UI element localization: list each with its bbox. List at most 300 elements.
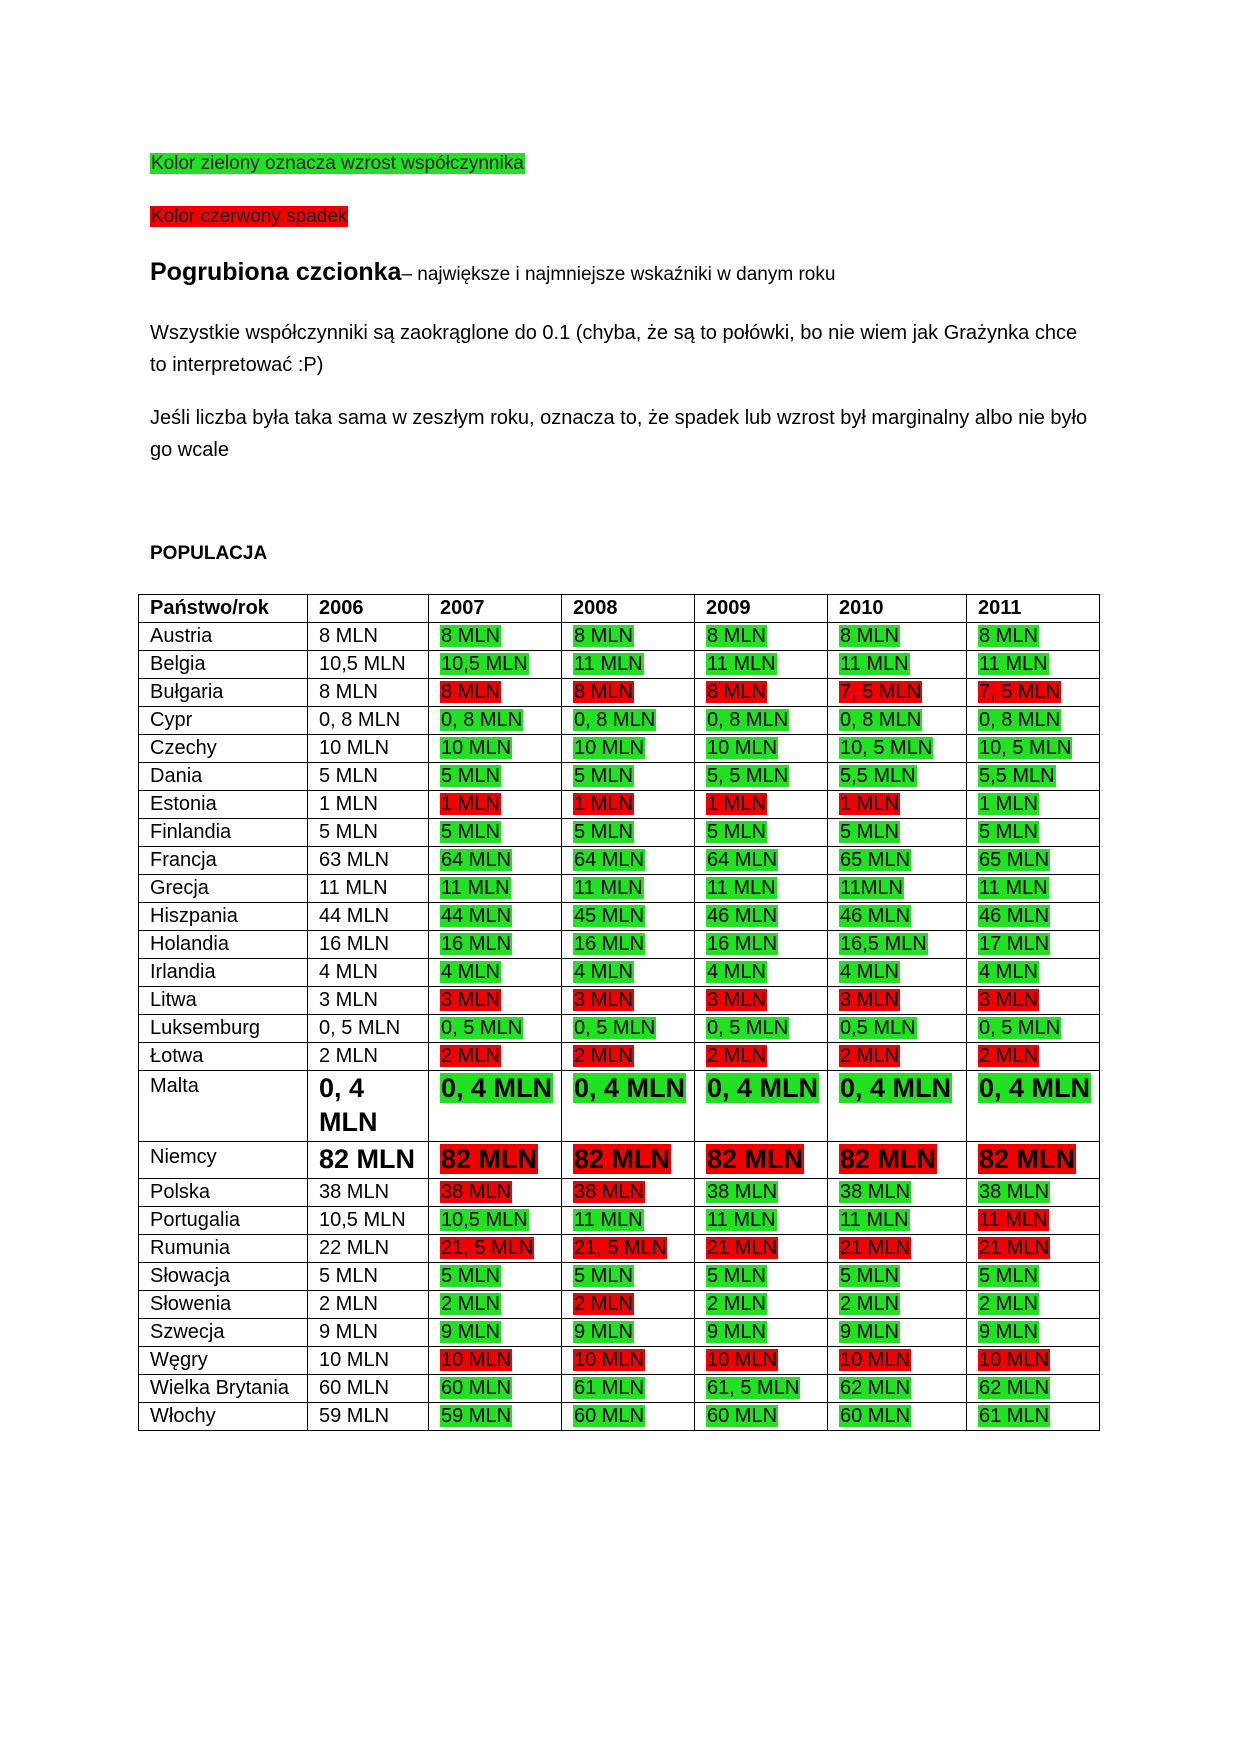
value-cell	[429, 903, 562, 931]
increase-value: 11 MLN	[979, 653, 1048, 675]
base-year-value: 16 MLN	[319, 933, 390, 955]
value-cell	[429, 1403, 562, 1431]
value-cell	[695, 987, 828, 1015]
value-cell	[562, 959, 695, 987]
table-row	[139, 931, 1100, 959]
value-cell	[828, 847, 967, 875]
increase-value: 65 MLN	[979, 849, 1050, 871]
country-cell: Rumunia	[139, 1235, 308, 1263]
country-cell: Malta	[139, 1071, 308, 1142]
country-cell: Estonia	[139, 791, 308, 819]
same-value-paragraph: Jeśli liczba była taka sama w zeszłym roku, oznacza to, że spadek lub wzrost był marginalny albo nie było go wcale	[150, 407, 1088, 461]
table-row	[139, 1142, 1100, 1179]
decrease-value: 3 MLN	[574, 989, 633, 1011]
country-cell: Hiszpania	[139, 903, 308, 931]
value-cell	[828, 1142, 967, 1179]
increase-value: 60 MLN	[707, 1405, 778, 1427]
increase-value: 8 MLN	[441, 625, 500, 647]
increase-value: 0, 5 MLN	[979, 1017, 1061, 1039]
country-cell: Portugalia	[139, 1207, 308, 1235]
increase-value: 10 MLN	[707, 737, 778, 759]
value-cell	[828, 1375, 967, 1403]
increase-value: 11 MLN	[574, 1209, 643, 1231]
increase-value: 10, 5 MLN	[840, 737, 933, 759]
value-cell	[828, 1043, 967, 1071]
value-cell	[695, 1347, 828, 1375]
increase-value: 46 MLN	[979, 905, 1050, 927]
base-year-value: 5 MLN	[319, 1265, 378, 1287]
value-cell	[828, 875, 967, 903]
section-title: POPULACJA	[150, 543, 268, 564]
value-cell	[967, 1319, 1100, 1347]
value-cell	[429, 875, 562, 903]
value-cell	[967, 679, 1100, 707]
value-cell	[967, 1043, 1100, 1071]
increase-value: 0, 4 MLN	[574, 1073, 686, 1103]
base-year-value: 4 MLN	[319, 961, 378, 983]
increase-value: 4 MLN	[574, 961, 633, 983]
increase-value: 0, 8 MLN	[979, 709, 1061, 731]
increase-value: 64 MLN	[707, 849, 778, 871]
increase-value: 0, 5 MLN	[574, 1017, 656, 1039]
base-year-cell	[308, 1375, 429, 1403]
value-cell	[429, 1263, 562, 1291]
increase-value: 5 MLN	[707, 821, 766, 843]
base-year-cell	[308, 791, 429, 819]
value-cell	[429, 959, 562, 987]
base-year-value: 8 MLN	[319, 625, 378, 647]
value-cell	[695, 651, 828, 679]
decrease-value: 1 MLN	[840, 793, 899, 815]
base-year-cell	[308, 763, 429, 791]
value-cell	[967, 1071, 1100, 1142]
value-cell	[967, 931, 1100, 959]
value-cell	[967, 1142, 1100, 1179]
increase-value: 5,5 MLN	[979, 765, 1055, 787]
increase-value: 11 MLN	[840, 1209, 909, 1231]
increase-value: 2 MLN	[979, 1293, 1038, 1315]
base-year-value: 2 MLN	[319, 1293, 378, 1315]
legend-green-text: Kolor zielony oznacza wzrost współczynnika	[151, 153, 524, 174]
increase-value: 8 MLN	[707, 625, 766, 647]
increase-value: 5 MLN	[441, 821, 500, 843]
country-cell: Szwecja	[139, 1319, 308, 1347]
increase-value: 59 MLN	[441, 1405, 512, 1427]
base-year-cell	[308, 1043, 429, 1071]
base-year-value: 22 MLN	[319, 1237, 390, 1259]
increase-value: 0, 4 MLN	[441, 1073, 553, 1103]
country-cell: Węgry	[139, 1347, 308, 1375]
increase-value: 8 MLN	[840, 625, 899, 647]
value-cell	[695, 1263, 828, 1291]
base-year-value: 59 MLN	[319, 1405, 390, 1427]
value-cell	[967, 1015, 1100, 1043]
base-year-value: 44 MLN	[319, 905, 390, 927]
value-cell	[429, 1319, 562, 1347]
increase-value: 61 MLN	[574, 1377, 645, 1399]
base-year-cell	[308, 819, 429, 847]
table-header-cell: 2011	[967, 595, 1100, 623]
base-year-cell	[308, 1319, 429, 1347]
increase-value: 61 MLN	[979, 1405, 1050, 1427]
table-row	[139, 679, 1100, 707]
value-cell	[429, 1347, 562, 1375]
value-cell	[695, 1319, 828, 1347]
value-cell	[828, 791, 967, 819]
country-cell: Dania	[139, 763, 308, 791]
increase-value: 10 MLN	[441, 737, 512, 759]
decrease-value: 82 MLN	[979, 1144, 1076, 1174]
value-cell	[429, 763, 562, 791]
legend-green	[150, 151, 525, 177]
base-year-cell	[308, 679, 429, 707]
decrease-value: 82 MLN	[840, 1144, 937, 1174]
value-cell	[695, 1235, 828, 1263]
value-cell	[967, 1235, 1100, 1263]
increase-value: 9 MLN	[441, 1321, 500, 1343]
increase-value: 5 MLN	[979, 1265, 1038, 1287]
value-cell	[429, 1142, 562, 1179]
value-cell	[828, 763, 967, 791]
table-row	[139, 819, 1100, 847]
table-row	[139, 651, 1100, 679]
value-cell	[429, 791, 562, 819]
country-cell: Wielka Brytania	[139, 1375, 308, 1403]
country-cell: Włochy	[139, 1403, 308, 1431]
rounding-paragraph: Wszystkie współczynniki są zaokrąglone do 0.1 (chyba, że są to połówki, bo nie wiem jak Grażynka chce to interpretować :P)	[150, 322, 1078, 376]
increase-value: 64 MLN	[574, 849, 645, 871]
decrease-value: 3 MLN	[707, 989, 766, 1011]
base-year-cell	[308, 1015, 429, 1043]
value-cell	[967, 959, 1100, 987]
base-year-value: 10 MLN	[319, 1349, 390, 1371]
value-cell	[562, 1263, 695, 1291]
value-cell	[562, 763, 695, 791]
value-cell	[967, 791, 1100, 819]
population-table	[138, 594, 1100, 1431]
table-header-row	[139, 595, 1100, 623]
increase-value: 11 MLN	[840, 653, 909, 675]
decrease-value: 1 MLN	[574, 793, 633, 815]
value-cell	[828, 707, 967, 735]
increase-value: 62 MLN	[840, 1377, 911, 1399]
value-cell	[695, 875, 828, 903]
decrease-value: 21 MLN	[840, 1237, 911, 1259]
base-year-cell	[308, 1235, 429, 1263]
table-row	[139, 1015, 1100, 1043]
table-row	[139, 1319, 1100, 1347]
decrease-value: 82 MLN	[441, 1144, 538, 1174]
decrease-value: 10 MLN	[574, 1349, 645, 1371]
base-year-cell	[308, 1207, 429, 1235]
table-row	[139, 1235, 1100, 1263]
value-cell	[828, 1291, 967, 1319]
increase-value: 5,5 MLN	[840, 765, 916, 787]
value-cell	[967, 875, 1100, 903]
value-cell	[828, 1179, 967, 1207]
decrease-value: 2 MLN	[441, 1045, 500, 1067]
increase-value: 16,5 MLN	[840, 933, 927, 955]
base-year-cell	[308, 1179, 429, 1207]
increase-value: 60 MLN	[441, 1377, 512, 1399]
country-cell: Słowacja	[139, 1263, 308, 1291]
increase-value: 38 MLN	[840, 1181, 911, 1203]
value-cell	[562, 1347, 695, 1375]
value-cell	[967, 987, 1100, 1015]
table-row	[139, 1071, 1100, 1142]
decrease-value: 21 MLN	[979, 1237, 1050, 1259]
table-row	[139, 1403, 1100, 1431]
increase-value: 44 MLN	[441, 905, 512, 927]
value-cell	[562, 1319, 695, 1347]
base-year-value: 0, 5 MLN	[319, 1017, 401, 1039]
increase-value: 5 MLN	[441, 1265, 500, 1287]
value-cell	[562, 819, 695, 847]
increase-value: 9 MLN	[574, 1321, 633, 1343]
increase-value: 4 MLN	[979, 961, 1038, 983]
value-cell	[967, 1347, 1100, 1375]
value-cell	[828, 1263, 967, 1291]
value-cell	[562, 707, 695, 735]
base-year-value: 10 MLN	[319, 737, 390, 759]
table-row	[139, 875, 1100, 903]
decrease-value: 8 MLN	[707, 681, 766, 703]
base-year-cell	[308, 707, 429, 735]
decrease-value: 3 MLN	[441, 989, 500, 1011]
value-cell	[562, 1375, 695, 1403]
increase-value: 4 MLN	[441, 961, 500, 983]
value-cell	[828, 1207, 967, 1235]
decrease-value: 1 MLN	[441, 793, 500, 815]
increase-value: 8 MLN	[574, 625, 633, 647]
increase-value: 5, 5 MLN	[707, 765, 789, 787]
table-row	[139, 735, 1100, 763]
decrease-value: 11 MLN	[979, 1209, 1048, 1231]
base-year-cell	[308, 1403, 429, 1431]
value-cell	[967, 1263, 1100, 1291]
value-cell	[695, 1291, 828, 1319]
value-cell	[562, 1043, 695, 1071]
country-cell: Belgia	[139, 651, 308, 679]
table-row	[139, 1375, 1100, 1403]
value-cell	[562, 875, 695, 903]
value-cell	[562, 1142, 695, 1179]
value-cell	[695, 1207, 828, 1235]
country-cell: Irlandia	[139, 959, 308, 987]
country-cell: Luksemburg	[139, 1015, 308, 1043]
value-cell	[562, 651, 695, 679]
increase-value: 4 MLN	[707, 961, 766, 983]
increase-value: 5 MLN	[840, 821, 899, 843]
increase-value: 64 MLN	[441, 849, 512, 871]
base-year-value: 38 MLN	[319, 1181, 390, 1203]
increase-value: 61, 5 MLN	[707, 1377, 800, 1399]
increase-value: 17 MLN	[979, 933, 1050, 955]
increase-value: 0, 8 MLN	[574, 709, 656, 731]
decrease-value: 2 MLN	[840, 1045, 899, 1067]
value-cell	[695, 1375, 828, 1403]
increase-value: 45 MLN	[574, 905, 645, 927]
value-cell	[828, 623, 967, 651]
base-year-cell	[308, 1071, 429, 1142]
value-cell	[967, 819, 1100, 847]
increase-value: 16 MLN	[441, 933, 512, 955]
increase-value: 9 MLN	[840, 1321, 899, 1343]
value-cell	[967, 903, 1100, 931]
decrease-value: 10 MLN	[707, 1349, 778, 1371]
decrease-value: 7, 5 MLN	[840, 681, 922, 703]
base-year-value: 63 MLN	[319, 849, 390, 871]
decrease-value: 10 MLN	[979, 1349, 1050, 1371]
increase-value: 0, 4 MLN	[707, 1073, 819, 1103]
decrease-value: 2 MLN	[574, 1293, 633, 1315]
country-cell: Grecja	[139, 875, 308, 903]
increase-value: 38 MLN	[979, 1181, 1050, 1203]
value-cell	[828, 987, 967, 1015]
value-cell	[695, 1015, 828, 1043]
value-cell	[828, 959, 967, 987]
value-cell	[695, 623, 828, 651]
decrease-value: 10 MLN	[840, 1349, 911, 1371]
increase-value: 5 MLN	[979, 821, 1038, 843]
increase-value: 60 MLN	[574, 1405, 645, 1427]
increase-value: 16 MLN	[707, 933, 778, 955]
value-cell	[967, 1291, 1100, 1319]
base-year-cell	[308, 931, 429, 959]
increase-value: 0, 5 MLN	[707, 1017, 789, 1039]
country-cell: Francja	[139, 847, 308, 875]
table-header-cell: 2007	[429, 595, 562, 623]
value-cell	[828, 1403, 967, 1431]
value-cell	[828, 1319, 967, 1347]
value-cell	[695, 679, 828, 707]
value-cell	[562, 1179, 695, 1207]
value-cell	[562, 1291, 695, 1319]
country-cell: Bułgaria	[139, 679, 308, 707]
base-year-cell	[308, 651, 429, 679]
value-cell	[429, 1179, 562, 1207]
table-row	[139, 847, 1100, 875]
decrease-value: 10 MLN	[441, 1349, 512, 1371]
value-cell	[429, 623, 562, 651]
increase-value: 1 MLN	[979, 793, 1038, 815]
base-year-value: 10,5 MLN	[319, 1209, 406, 1231]
increase-value: 5 MLN	[840, 1265, 899, 1287]
table-row	[139, 1347, 1100, 1375]
country-cell: Cypr	[139, 707, 308, 735]
base-year-cell	[308, 1263, 429, 1291]
increase-value: 11 MLN	[707, 1209, 776, 1231]
increase-value: 10,5 MLN	[441, 1209, 528, 1231]
value-cell	[828, 1347, 967, 1375]
table-row	[139, 1291, 1100, 1319]
increase-value: 5 MLN	[574, 821, 633, 843]
value-cell	[828, 931, 967, 959]
increase-value: 8 MLN	[979, 625, 1038, 647]
table-header-cell: 2006	[308, 595, 429, 623]
value-cell	[695, 903, 828, 931]
value-cell	[562, 1071, 695, 1142]
country-cell: Czechy	[139, 735, 308, 763]
value-cell	[562, 847, 695, 875]
table-row	[139, 763, 1100, 791]
value-cell	[967, 651, 1100, 679]
base-year-value: 0, 8 MLN	[319, 709, 401, 731]
base-year-value: 60 MLN	[319, 1377, 390, 1399]
bold-note-rest: – największe i najmniejsze wskaźniki w danym roku	[401, 264, 836, 285]
value-cell	[695, 763, 828, 791]
decrease-value: 82 MLN	[707, 1144, 804, 1174]
increase-value: 11 MLN	[979, 877, 1048, 899]
increase-value: 0, 4 MLN	[840, 1073, 952, 1103]
base-year-cell	[308, 847, 429, 875]
value-cell	[562, 987, 695, 1015]
decrease-value: 1 MLN	[707, 793, 766, 815]
value-cell	[695, 1043, 828, 1071]
base-year-cell	[308, 987, 429, 1015]
value-cell	[562, 735, 695, 763]
table-row	[139, 987, 1100, 1015]
legend-red-text: Kolor czerwony spadek	[151, 206, 348, 227]
base-year-value: 3 MLN	[319, 989, 378, 1011]
country-cell: Holandia	[139, 931, 308, 959]
country-cell: Austria	[139, 623, 308, 651]
value-cell	[967, 1207, 1100, 1235]
increase-value: 5 MLN	[574, 1265, 633, 1287]
base-year-cell	[308, 1347, 429, 1375]
decrease-value: 2 MLN	[707, 1045, 766, 1067]
value-cell	[429, 651, 562, 679]
table-row	[139, 959, 1100, 987]
table-row	[139, 1043, 1100, 1071]
increase-value: 2 MLN	[707, 1293, 766, 1315]
increase-value: 0,5 MLN	[840, 1017, 916, 1039]
value-cell	[695, 707, 828, 735]
increase-value: 5 MLN	[574, 765, 633, 787]
decrease-value: 82 MLN	[574, 1144, 671, 1174]
value-cell	[562, 1235, 695, 1263]
value-cell	[828, 819, 967, 847]
value-cell	[828, 735, 967, 763]
value-cell	[429, 735, 562, 763]
base-year-cell	[308, 1291, 429, 1319]
decrease-value: 7, 5 MLN	[979, 681, 1061, 703]
value-cell	[695, 819, 828, 847]
value-cell	[429, 1015, 562, 1043]
value-cell	[429, 1043, 562, 1071]
value-cell	[967, 1403, 1100, 1431]
increase-value: 38 MLN	[707, 1181, 778, 1203]
value-cell	[695, 1179, 828, 1207]
increase-value: 5 MLN	[707, 1265, 766, 1287]
value-cell	[967, 847, 1100, 875]
value-cell	[828, 679, 967, 707]
value-cell	[967, 1179, 1100, 1207]
increase-value: 10, 5 MLN	[979, 737, 1072, 759]
value-cell	[562, 931, 695, 959]
increase-value: 46 MLN	[707, 905, 778, 927]
decrease-value: 8 MLN	[574, 681, 633, 703]
value-cell	[695, 791, 828, 819]
increase-value: 2 MLN	[441, 1293, 500, 1315]
base-year-value: 8 MLN	[319, 681, 378, 703]
value-cell	[562, 1015, 695, 1043]
decrease-value: 21 MLN	[707, 1237, 778, 1259]
value-cell	[967, 735, 1100, 763]
value-cell	[967, 763, 1100, 791]
value-cell	[429, 707, 562, 735]
table-header-cell: 2009	[695, 595, 828, 623]
